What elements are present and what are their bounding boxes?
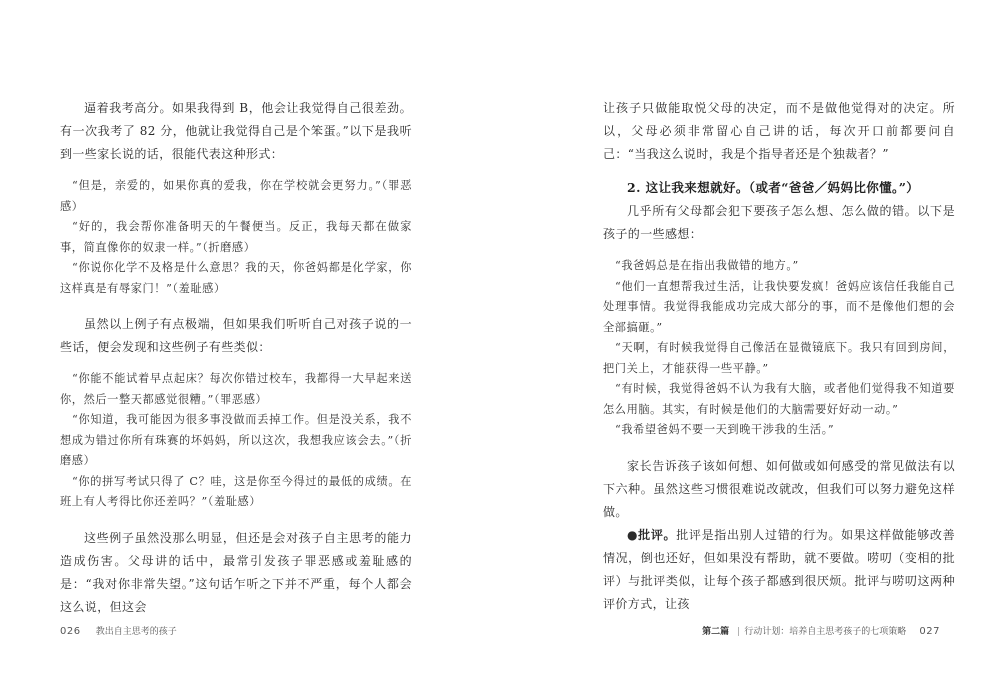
left-footer bbox=[60, 624, 177, 637]
chapter-title: 行动计划：培养自主思考孩子的七项策略 bbox=[744, 627, 907, 637]
page-number: 027 bbox=[919, 626, 940, 637]
paragraph: 几乎所有父母都会犯下要孩子怎么想、怎么做的错。以下是孩子的一些感想： bbox=[603, 204, 955, 241]
page-number: 026 bbox=[60, 626, 81, 637]
quote: “天啊，有时候我觉得自己像活在显微镜底下。我只有回到房间，把门关上，才能获得一些平静。” bbox=[603, 341, 955, 375]
quote: “你能不能试着早点起床？每次你错过校车，我都得一大早起来送你，然后一整天都感觉很糟。”（罪恶感） bbox=[60, 372, 412, 406]
quote: “你说你化学不及格是什么意思？我的天，你爸妈都是化学家，你这样真是有辱家门！”（羞耻感） bbox=[60, 261, 412, 295]
bullet-text: 批评是指出别人过错的行为。如果这样做能够改善情况，倒也还好，但如果没有帮助，就不要做。唠叨（变相的批评）与批评类似，让每个孩子都感到很厌烦。批评与唠叨这两种评价方式，让孩 bbox=[603, 527, 955, 611]
paragraph: 这些例子虽然没那么明显，但还是会对孩子自主思考的能力造成伤害。父母讲的话中，最常引发孩子罪恶感或羞耻感的是：“我对你非常失望。”这句话乍听之下并不严重，每个人都会这么说，但这会 bbox=[60, 530, 412, 614]
book-title: 教出自主思考的孩子 bbox=[95, 627, 177, 637]
paragraph: 家长告诉孩子该如何想、如何做或如何感受的常见做法有以下六种。虽然这些习惯很难说改就改，但我们可以努力避免这样做。 bbox=[603, 458, 955, 519]
right-page bbox=[500, 0, 1000, 676]
right-page-text bbox=[603, 97, 955, 616]
paragraph: 逼着我考高分。如果我得到 B，他会让我觉得自己很差劲。有一次我考了 82 分，他就让我觉得自己是个笨蛋。”以下是我听到一些家长说的话，很能代表这种形式： bbox=[60, 101, 412, 161]
quote: “我希望爸妈不要一天到晚干涉我的生活。” bbox=[615, 423, 835, 436]
section-heading: 2. 这让我来想就好。（或者“爸爸／妈妈比你懂。”） bbox=[627, 180, 920, 195]
paragraph: 让孩子只做能取悦父母的决定，而不是做他觉得对的决定。所以，父母必须非常留心自己讲的话，每次开口前都要问自己：“当我这么说时，我是个指导者还是个独裁者？” bbox=[603, 101, 955, 161]
quote: “他们一直想帮我过生活，让我快要发疯！爸妈应该信任我能自己处理事情。我觉得我能成功完成大部分的事，而不是像他们想的会全部搞砸。” bbox=[603, 279, 955, 334]
part-label: 第二篇 bbox=[702, 627, 730, 637]
quote: “我爸妈总是在指出我做错的地方。” bbox=[615, 259, 799, 272]
quote: “你知道，我可能因为很多事没做而丢掉工作。但是没关系，我不想成为错过你所有珠赛的坏妈妈，所以这次，我想我应该会去。”（折磨感） bbox=[60, 413, 412, 467]
quote: “好的，我会帮你准备明天的午餐便当。反正，我每天都在做家事，简直像你的奴隶一样。”（折磨感） bbox=[60, 220, 412, 254]
separator: | bbox=[737, 627, 741, 637]
left-page-text bbox=[60, 97, 412, 619]
bullet-paragraph bbox=[603, 524, 955, 616]
paragraph: 虽然以上例子有点极端，但如果我们听听自己对孩子说的一些话，便会发现和这些例子有些类似： bbox=[60, 317, 412, 354]
right-footer bbox=[702, 624, 940, 637]
bullet-label: ●批评。 bbox=[627, 527, 677, 542]
quote: “但是，亲爱的，如果你真的爱我，你在学校就会更努力。”（罪恶感） bbox=[60, 179, 412, 213]
quote: “有时候，我觉得爸妈不认为我有大脑，或者他们觉得我不知道要怎么用脑。其实，有时候是他们的大脑需要好好动一动。” bbox=[603, 382, 955, 416]
quote: “你的拼写考试只得了 C？哇，这是你至今得过的最低的成绩。在班上有人考得比你还差吗？”（羞耻感） bbox=[60, 474, 412, 508]
